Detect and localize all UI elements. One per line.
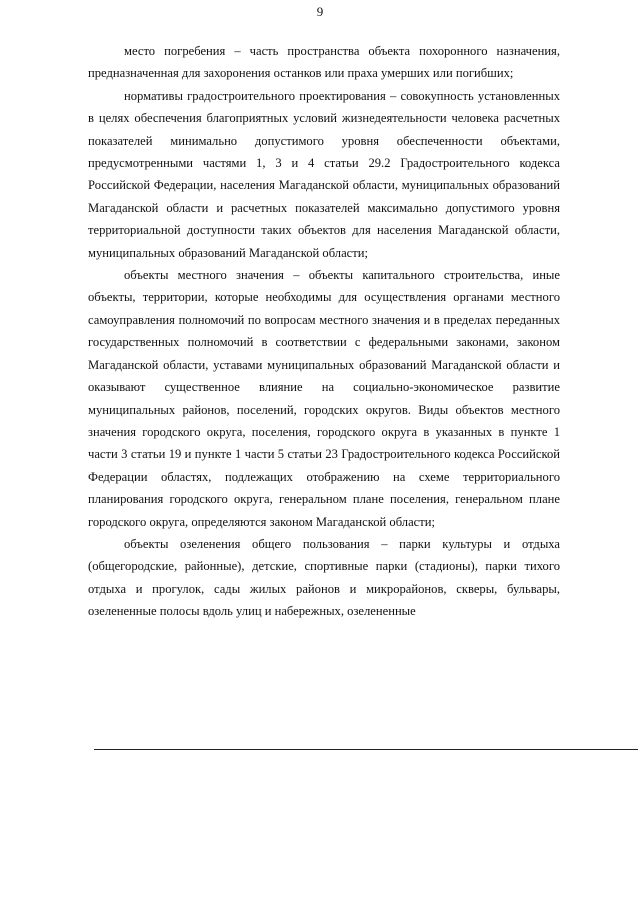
paragraph-planning-norms: нормативы градостроительного проектирования – совокупность установленных в целях обеспечения благоприятных условий жизнедеятельности человека расчетных показателей минимально допустимого уровня обеспеченности объектами, предусмотренными частями 1, 3 и 4 статьи 29.2 Градостроительного кодекса Российской Федерации, населения Магаданской области, муниципальных образований Магаданской области и расчетных показателей максимально допустимого уровня территориальной доступности таких объектов для населения Магаданской области, муниципальных образований Магаданской области; <box>88 88 560 260</box>
paragraph-burial-place: место погребения – часть пространства объекта похоронного назначения, предназначенная для захоронения останков или праха умерших или погибших; <box>88 44 560 81</box>
paragraph-green-areas: объекты озеленения общего пользования – парки культуры и отдыха (общегородские, районные), детские, спортивные парки (стадионы), парки тихого отдыха и прогулок, сады жилых районов и микрорайонов, скверы, бульвары, озелененные полосы вдоль улиц и набережных, озелененные <box>88 536 560 619</box>
paragraph-local-objects: объекты местного значения – объекты капитального строительства, иные объекты, территории, которые необходимы для осуществления органами местного самоуправления полномочий по вопросам местного значения и в пределах переданных государственных полномочий в соответствии с федеральными законами, законом Магаданской области, уставами муниципальных образований Магаданской области и оказывают существенное влияние на социально-экономическое развитие муниципальных районов, поселений, городских округов. Виды объектов местного значения городского округа, поселения, городского округа в указанных в пункте 1 части 3 статьи 19 и пункте 1 части 5 статьи 23 Градостроительного кодекса Российской Федерации областях, подлежащих отображению на схеме территориального планирования городского округа, генеральном плане поселения, генеральном плане городского округа, определяются законом Магаданской области; <box>88 268 560 529</box>
page-bottom-rule <box>94 749 638 750</box>
document-body <box>88 40 560 623</box>
page-number: 9 <box>316 4 324 19</box>
